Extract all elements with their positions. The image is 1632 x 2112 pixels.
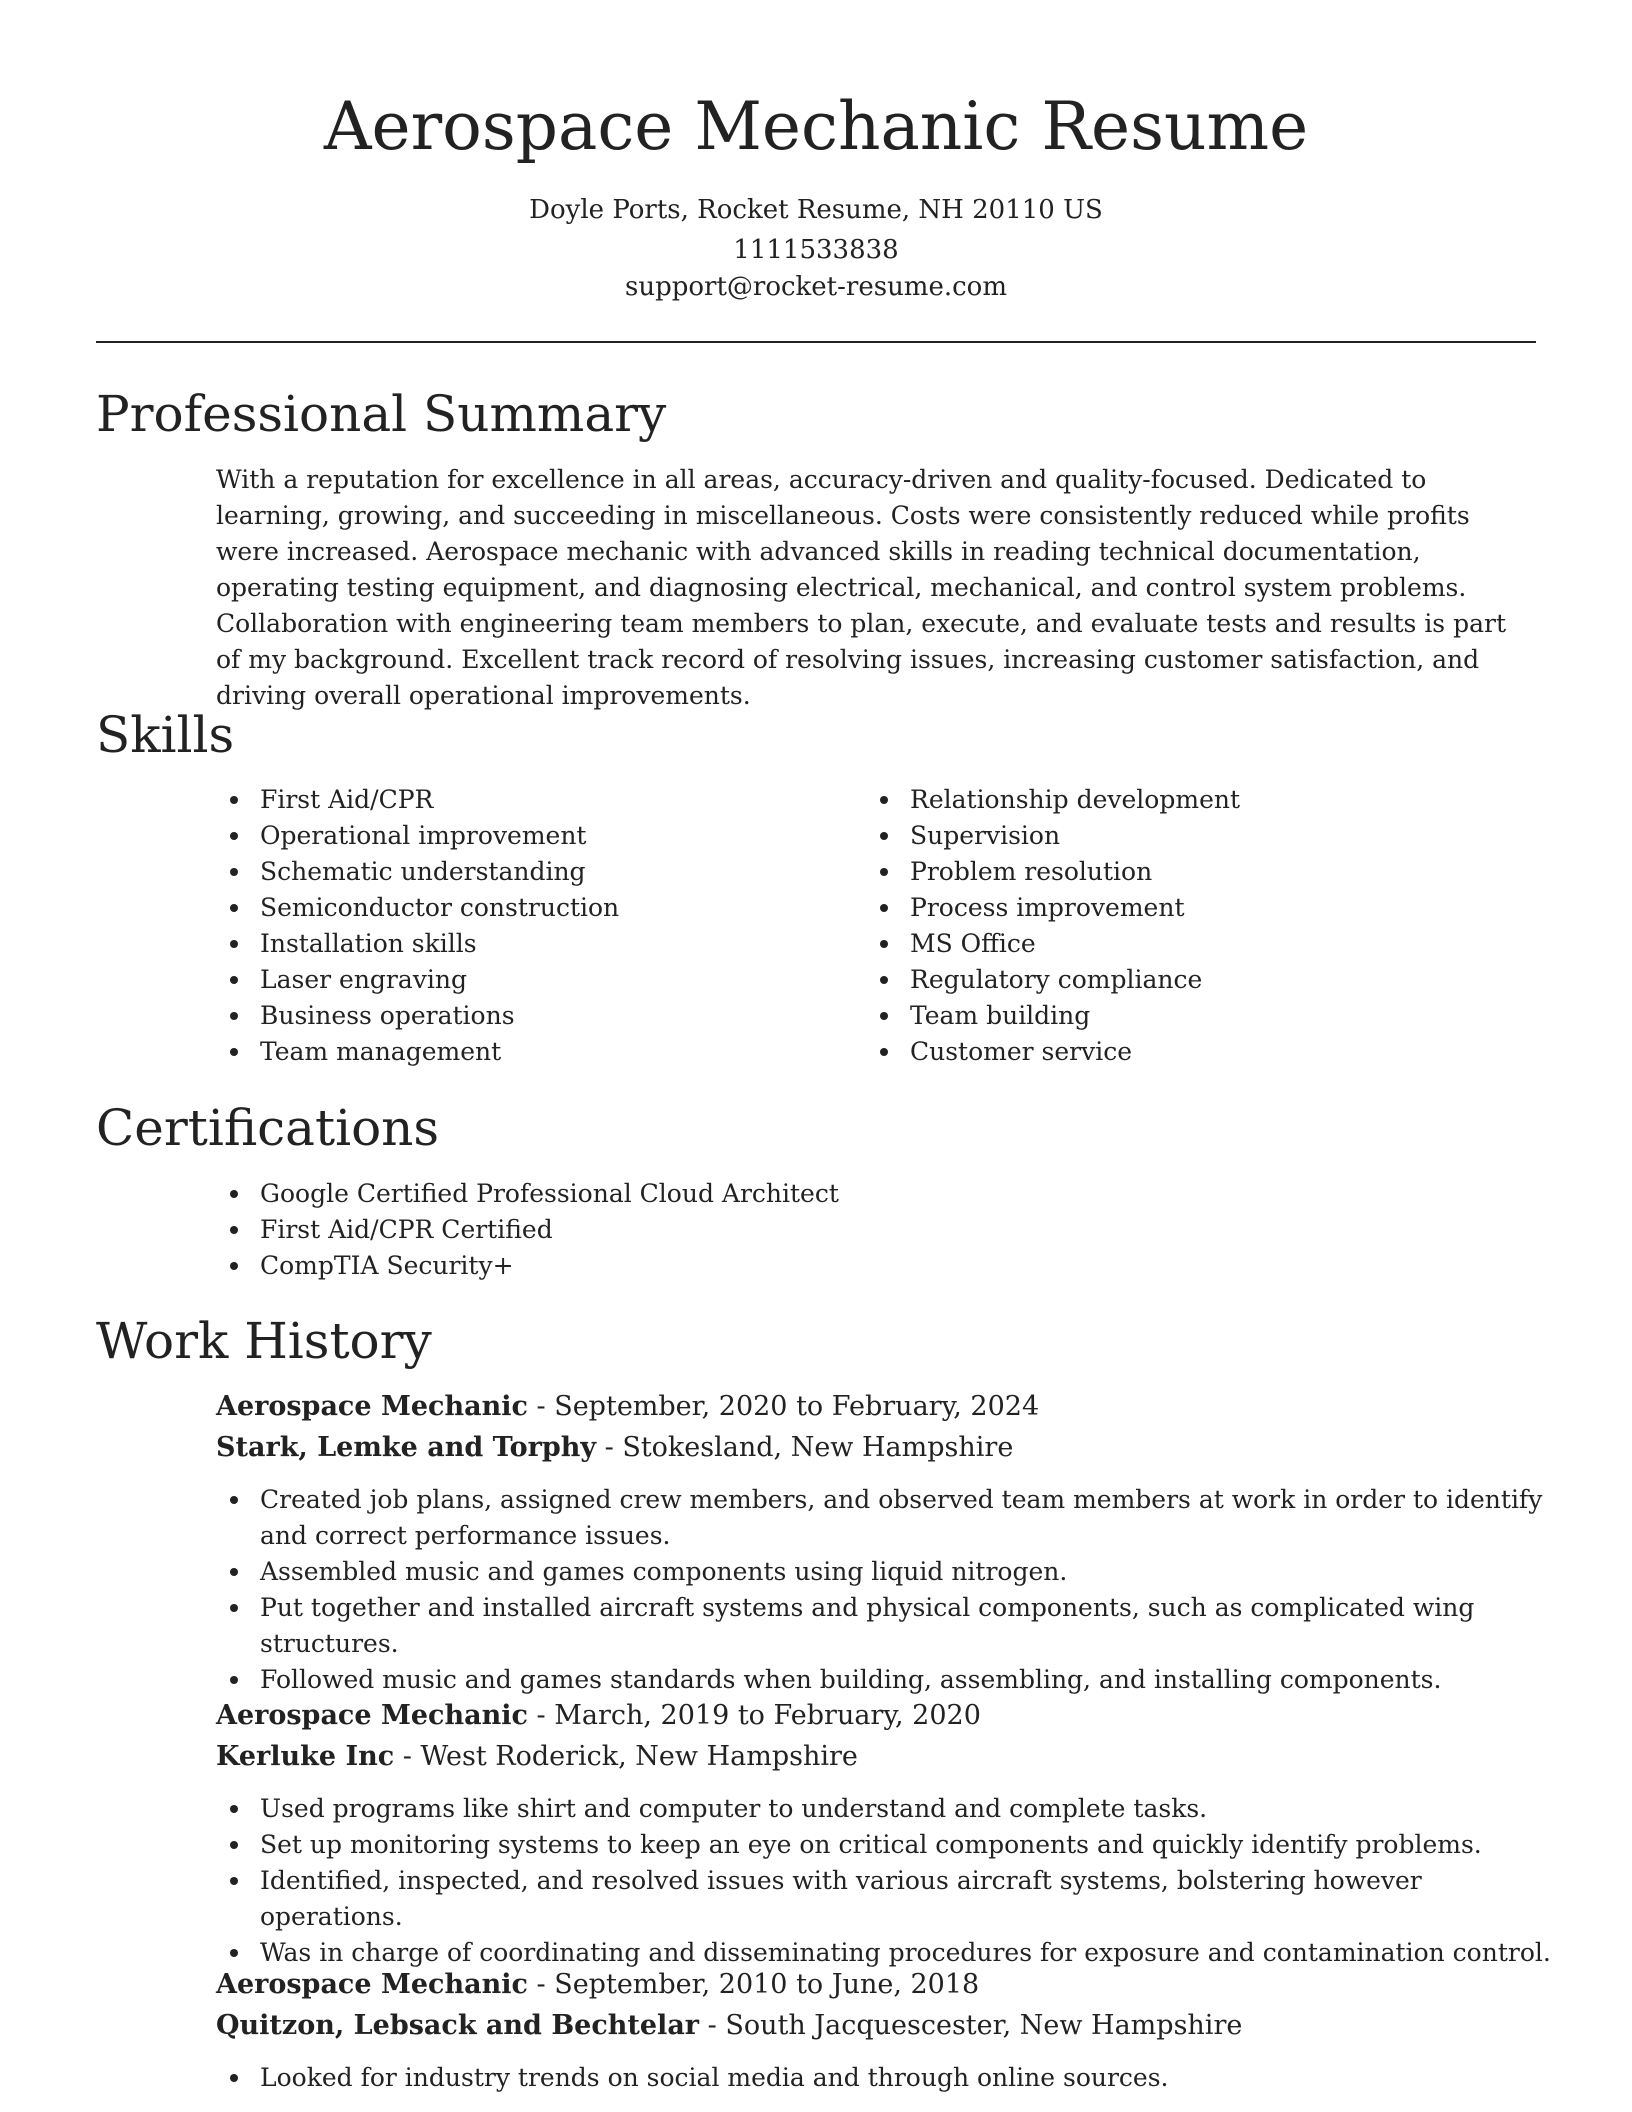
header-divider	[96, 341, 1536, 343]
skill-item: Relationship development	[866, 782, 1526, 818]
summary-text: With a reputation for excellence in all areas, accuracy-driven and quality-focused. Dedicated to learning, growing, and succeeding in miscellaneous. Costs were consistently reduced while profits were increased. Aerospace mechanic with advanced skills in reading technical documentation, operating testing equipment, and diagnosing electrical, mechanical, and control system problems. Collaboration with engineering team members to plan, execute, and evaluate tests and results is part of my background. Excellent track record of resolving issues, increasing customer satisfaction, and driving overall operational improvements.	[216, 465, 1506, 710]
job-title: Aerospace Mechanic	[216, 1391, 528, 1422]
job-duties-list	[216, 1791, 1556, 1971]
job-company: Stark, Lemke and Torphy	[216, 1432, 597, 1463]
job-title: Aerospace Mechanic	[216, 1700, 528, 1731]
section-heading-work-history: Work History	[96, 1312, 432, 1370]
job-duty: Was in charge of coordinating and disseminating procedures for exposure and contamination control.	[216, 1935, 1556, 1971]
certification-item: Google Certified Professional Cloud Architect	[216, 1176, 1516, 1212]
skill-item: Schematic understanding	[216, 854, 836, 890]
skill-item: Customer service	[866, 1034, 1526, 1070]
job-duty: Created job plans, assigned crew members, and observed team members at work in order to identify and correct performance issues.	[216, 1482, 1556, 1554]
contact-email: support@rocket-resume.com	[624, 272, 1007, 302]
skill-item: Installation skills	[216, 926, 836, 962]
skill-item: Laser engraving	[216, 962, 836, 998]
job-company-line	[216, 1428, 1536, 1468]
skill-item: First Aid/CPR	[216, 782, 836, 818]
certifications-list	[216, 1176, 1516, 1284]
job-company-line	[216, 2006, 1536, 2046]
job-dates: - March, 2019 to February, 2020	[527, 1700, 981, 1731]
job-location: - West Roderick, New Hampshire	[394, 1741, 858, 1772]
skill-item: Semiconductor construction	[216, 890, 836, 926]
skills-list-left	[216, 782, 836, 1070]
job-title-line	[216, 1965, 1536, 2005]
job-company-line	[216, 1737, 1536, 1777]
skill-item: Operational improvement	[216, 818, 836, 854]
job-title-line	[216, 1696, 1536, 1736]
section-heading-summary: Professional Summary	[96, 385, 667, 443]
job-duty: Assembled music and games components using liquid nitrogen.	[216, 1554, 1556, 1590]
job-duty: Looked for industry trends on social media and through online sources.	[216, 2060, 1556, 2096]
job-dates: - September, 2010 to June, 2018	[527, 1969, 980, 2000]
contact-address: Doyle Ports, Rocket Resume, NH 20110 US	[529, 195, 1103, 225]
job-title-line	[216, 1387, 1536, 1427]
job-duty: Set up monitoring systems to keep an eye on critical components and quickly identify problems.	[216, 1827, 1556, 1863]
resume-title: Aerospace Mechanic Resume	[323, 88, 1309, 165]
job-company: Quitzon, Lebsack and Bechtelar	[216, 2010, 700, 2041]
skill-item: Regulatory compliance	[866, 962, 1526, 998]
skill-item: Business operations	[216, 998, 836, 1034]
contact-phone: 1111533838	[733, 235, 899, 265]
skill-item: Problem resolution	[866, 854, 1526, 890]
skill-item: Supervision	[866, 818, 1526, 854]
job-duties-list	[216, 1482, 1556, 1698]
job-company: Kerluke Inc	[216, 1741, 395, 1772]
job-duty: Used programs like shirt and computer to understand and complete tasks.	[216, 1791, 1556, 1827]
certification-item: CompTIA Security+	[216, 1248, 1516, 1284]
job-duty: Identified, inspected, and resolved issues with various aircraft systems, bolstering however operations.	[216, 1863, 1556, 1935]
skill-item: Team building	[866, 998, 1526, 1034]
job-duty: Followed music and games standards when building, assembling, and installing components.	[216, 1662, 1556, 1698]
job-duty: Put together and installed aircraft systems and physical components, such as complicated wing structures.	[216, 1590, 1556, 1662]
skills-list-right	[866, 782, 1526, 1070]
certification-item: First Aid/CPR Certified	[216, 1212, 1516, 1248]
skill-item: Process improvement	[866, 890, 1526, 926]
skill-item: Team management	[216, 1034, 836, 1070]
job-title: Aerospace Mechanic	[216, 1969, 528, 2000]
section-heading-skills: Skills	[96, 706, 235, 764]
job-location: - South Jacquescester, New Hampshire	[699, 2010, 1243, 2041]
job-dates: - September, 2020 to February, 2024	[527, 1391, 1040, 1422]
skill-item: MS Office	[866, 926, 1526, 962]
section-heading-certifications: Certifications	[96, 1099, 440, 1157]
job-duties-list	[216, 2060, 1556, 2096]
job-location: - Stokesland, New Hampshire	[596, 1432, 1014, 1463]
